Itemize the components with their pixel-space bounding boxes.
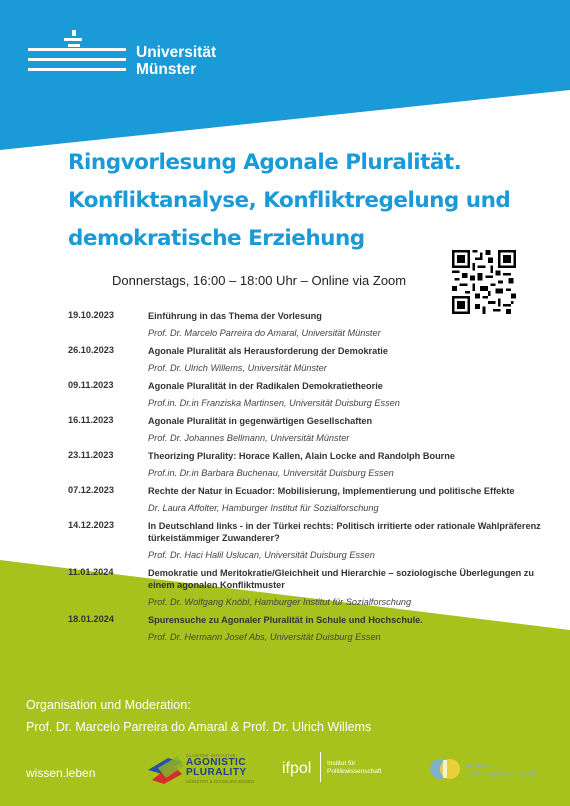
event-date: 18.01.2024: [68, 614, 114, 624]
event-row: [68, 485, 548, 514]
title-line-1: Ringvorlesung Agonale Pluralität.: [68, 150, 462, 175]
event-title: Spurensuche zu Agonaler Pluralität in Schule und Hochschule.: [148, 615, 423, 625]
title-line-2: Konfliktanalyse, Konfliktregelung und: [68, 188, 511, 213]
event-date: 11.01.2024: [68, 567, 114, 577]
title-line-3: demokratische Erziehung: [68, 226, 365, 251]
event-row: [68, 310, 548, 339]
event-speaker: Prof. Dr. Ulrich Willems, Universität Münster: [148, 363, 327, 373]
qr-code-icon[interactable]: [452, 250, 516, 314]
iew-line2: Erziehungswissenschaft: [466, 771, 536, 778]
event-speaker: Prof. Dr. Wolfgang Knöbl, Hamburger Institut für Sozialforschung: [148, 597, 412, 607]
event-title: Theorizing Plurality: Horace Kallen, Alain Locke and Randolph Bourne: [148, 451, 455, 461]
event-row: [68, 520, 548, 561]
agonistic-line2: PLURALITY: [186, 767, 247, 778]
event-row: [68, 380, 548, 409]
agonistic-name: [186, 758, 247, 778]
iew-line1: Institut für: [466, 763, 495, 770]
event-title: Rechte der Natur in Ecuador: Mobilisierung, Implementierung und politische Effekte: [148, 486, 515, 496]
event-row: [68, 567, 548, 608]
ifpol-line1: Institut für: [327, 760, 356, 767]
event-speaker: Prof. Dr. Johannes Bellmann, Universität Münster: [148, 433, 350, 443]
event-row: [68, 614, 548, 643]
event-title: Einführung in das Thema der Vorlesung: [148, 311, 322, 321]
event-date: 07.12.2023: [68, 485, 114, 495]
organisation-names: Prof. Dr. Marcelo Parreira do Amaral & Prof. Dr. Ulrich Willems: [26, 720, 372, 734]
ifpol-subtitle: [327, 760, 382, 776]
event-title: In Deutschland links - in der Türkei rechts: Politisch irritierte oder rationale Wahlpräferenz türkeistämmiger Zuwanderer?: [148, 521, 541, 543]
page-title: [68, 144, 548, 258]
event-title: Demokratie und Meritokratie/Gleichheit und Hierarchie – soziologische Überlegungen zu einem agonalen Konfliktmuster: [148, 568, 534, 590]
event-title: Agonale Pluralität in der Radikalen Demokratietheorie: [148, 381, 383, 391]
event-speaker: Dr. Laura Affolter, Hamburger Institut für Sozialforschung: [148, 503, 379, 513]
organisation-label: Organisation und Moderation:: [26, 698, 191, 712]
event-title: Agonale Pluralität in gegenwärtigen Gesellschaften: [148, 416, 373, 426]
event-speaker: Prof. Dr. Marcelo Parreira do Amaral, Universität Münster: [148, 328, 381, 338]
event-speaker: Prof.in. Dr.in Barbara Buchenau, Universität Duisburg Essen: [148, 468, 394, 478]
event-speaker: Prof. Dr. Hermann Josef Abs, Universität Duisburg Essen: [148, 632, 381, 642]
iew-subtitle: [466, 763, 536, 779]
ifpol-logo-text: ifpol: [282, 760, 312, 777]
event-list: [68, 310, 548, 649]
event-date: 16.11.2023: [68, 415, 114, 425]
agonistic-bottom-text: MÜNSTER & DUISBURG-ESSEN: [186, 779, 255, 784]
event-date: 09.11.2023: [68, 380, 114, 390]
university-name-line1: Universität: [136, 44, 217, 61]
agonistic-top-text: CLUSTER INITIATIVE: [186, 753, 237, 758]
event-title: Agonale Pluralität als Herausforderung der Demokratie: [148, 346, 388, 356]
university-name: [136, 44, 216, 78]
event-row: [68, 415, 548, 444]
event-speaker: Prof.in. Dr.in Franziska Martinsen, Universität Duisburg Essen: [148, 398, 400, 408]
ifpol-divider: [320, 752, 321, 782]
tagline: wissen.leben: [26, 766, 96, 780]
event-row: [68, 450, 548, 479]
event-date: 19.10.2023: [68, 310, 114, 320]
event-speaker: Prof. Dr. Haci Halil Uslucan, Universität Duisburg Essen: [148, 550, 375, 560]
schedule-subtitle: Donnerstags, 16:00 – 18:00 Uhr – Online via Zoom: [112, 273, 407, 288]
agonistic-line1: AGONISTIC: [186, 757, 247, 768]
organisation-block: [26, 694, 371, 738]
event-date: 23.11.2023: [68, 450, 114, 460]
event-date: 14.12.2023: [68, 520, 114, 530]
university-name-line2: Münster: [136, 61, 197, 78]
event-row: [68, 345, 548, 374]
iew-logo-icon: [428, 754, 462, 784]
event-date: 26.10.2023: [68, 345, 114, 355]
ifpol-line2: Politikwissenschaft: [327, 768, 382, 775]
